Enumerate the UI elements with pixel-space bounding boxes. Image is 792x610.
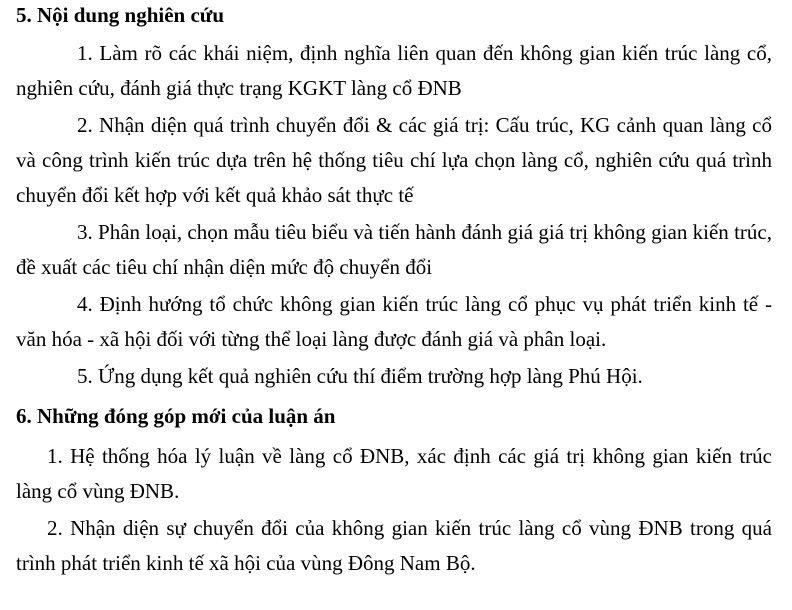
section-6-item-1: 1. Hệ thống hóa lý luận về làng cổ ĐNB, xác định các giá trị không gian kiến trúc làng cổ vùng ĐNB. — [16, 444, 772, 503]
section-5-item-3: 3. Phân loại, chọn mẫu tiêu biểu và tiến hành đánh giá giá trị không gian kiến trúc, đề xuất các tiêu chí nhận diện mức độ chuyển đổi — [16, 220, 772, 279]
section-5-item-2: 2. Nhận diện quá trình chuyển đổi & các giá trị: Cấu trúc, KG cảnh quan làng cổ và công trình kiến trúc dựa trên hệ thống tiêu chí lựa chọn làng cổ, nghiên cứu quá trình chuyển đổi kết hợp với kết quả khảo sát thực tế — [16, 113, 772, 207]
section-5-item-5: 5. Ứng dụng kết quả nghiên cứu thí điểm trường hợp làng Phú Hội. — [77, 364, 643, 388]
section-6-item-2: 2. Nhận diện sự chuyển đổi của không gian kiến trúc làng cổ vùng ĐNB trong quá trình phát triển kinh tế xã hội của vùng Đông Nam Bộ. — [16, 516, 772, 575]
section-5-heading: 5. Nội dung nghiên cứu — [16, 3, 225, 27]
section-5-item-4: 4. Định hướng tổ chức không gian kiến trúc làng cổ phục vụ phát triển kinh tế - văn hóa - xã hội đối với từng thể loại làng được đánh giá và phân loại. — [16, 292, 772, 351]
section-5-item-1: 1. Làm rõ các khái niệm, định nghĩa liên quan đến không gian kiến trúc làng cổ, nghiên cứu, đánh giá thực trạng KGKT làng cổ ĐNB — [16, 41, 772, 100]
document-page — [16, 0, 772, 581]
section-6-heading: 6. Những đóng góp mới của luận án — [16, 404, 336, 428]
